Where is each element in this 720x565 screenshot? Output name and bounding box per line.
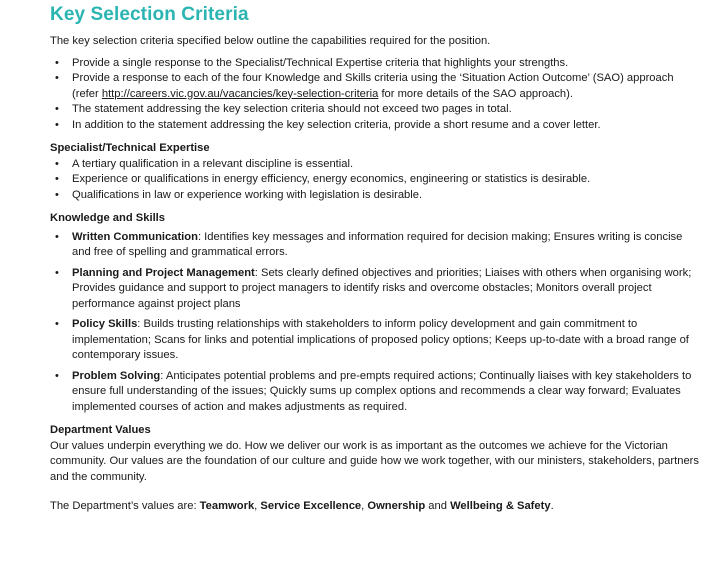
value-wellbeing-safety: Wellbeing & Safety — [450, 500, 551, 512]
list-item: • Experience or qualifications in energy efficiency, energy economics, engineering or statistics is desirable. — [50, 172, 700, 188]
department-heading: Department Values — [50, 424, 151, 436]
bullet-icon: • — [55, 118, 59, 131]
bullet-icon: • — [55, 188, 59, 201]
bullet-icon: • — [55, 72, 59, 84]
skill-name: Policy Skills — [72, 318, 138, 330]
intro-paragraph: The key selection criteria specified below outline the capabilities required for the position. — [50, 35, 491, 47]
list-item: • Provide a single response to the Specialist/Technical Expertise criteria that highlights your strengths. — [50, 56, 700, 72]
knowledge-list — [50, 230, 700, 416]
department-paragraph: Our values underpin everything we do. How we deliver our work is as important as the outcomes we achieve for the Victorian community. Our values are the foundation of our culture and guide how we work together, with our ministers, stakeholders, partners and the community. — [50, 439, 699, 483]
specialist-heading: Specialist/Technical Expertise — [50, 142, 210, 154]
sao-link[interactable]: http://careers.vic.gov.au/vacancies/key-selection-criteria — [101, 87, 379, 100]
list-item: • Qualifications in law or experience working with legislation is desirable. — [50, 188, 700, 204]
value-teamwork: Teamwork — [199, 500, 255, 512]
skill-name: Problem Solving — [72, 369, 161, 382]
list-item: • Policy Skills: Builds trusting relationships with stakeholders to inform policy development and gain commitment to implementation; Scans for links and potential implications of proposed policy options; Keeps up-to-date with a broad range of contemporary issues. — [55, 318, 689, 361]
page-title: Key Selection Criteria — [50, 4, 249, 25]
knowledge-heading: Knowledge and Skills — [50, 212, 166, 224]
list-item: • Written Communication: Identifies key messages and information required for decision making; Ensures writing is concise and free of spelling and grammatical errors. — [55, 230, 683, 258]
value-ownership: Ownership — [367, 500, 426, 512]
bullet-icon: • — [55, 173, 59, 185]
list-item: • A tertiary qualification in a relevant discipline is essential. — [50, 157, 700, 173]
list-item: • Planning and Project Management: Sets clearly defined objectives and priorities; Liaises with others when organising work; Provides guidance and support to project managers to identify risks and overcome obstacles; Monitors overall project performance against project plans — [55, 266, 692, 310]
list-item: • Problem Solving: Anticipates potential problems and pre-empts required actions; Continually liaises with key stakeholders to ensure full understanding of the issues; Quickly sums up complex options and recommends a clear way forward; Evaluates implemented courses of action and makes adjustments as required. — [55, 369, 692, 413]
criteria-instructions-list — [50, 56, 700, 134]
department-values-line: The Department’s values are: Teamwork, Service Excellence, Ownership and Wellbeing & Safety. — [50, 500, 554, 512]
skill-name: Planning and Project Management — [72, 266, 255, 279]
bullet-icon: • — [55, 157, 59, 170]
bullet-icon: • — [55, 266, 59, 279]
skill-name: Written Communication — [72, 230, 198, 243]
bullet-icon: • — [55, 56, 59, 69]
bullet-icon: • — [55, 369, 59, 382]
bullet-icon: • — [55, 103, 59, 115]
value-service-excellence: Service Excellence — [260, 500, 362, 512]
list-item: • The statement addressing the key selection criteria should not exceed two pages in total. — [50, 102, 700, 118]
specialist-list — [50, 157, 700, 204]
bullet-icon: • — [55, 318, 59, 330]
bullet-icon: • — [55, 230, 59, 243]
list-item: • Provide a response to each of the four Knowledge and Skills criteria using the ‘Situation Action Outcome’ (SAO) approach (refer http://careers.vic.gov.au/vacancies/key-selection-criteria for more details of the SAO approach). — [55, 72, 674, 100]
list-item: • In addition to the statement addressing the key selection criteria, provide a short resume and a cover letter. — [50, 118, 700, 134]
